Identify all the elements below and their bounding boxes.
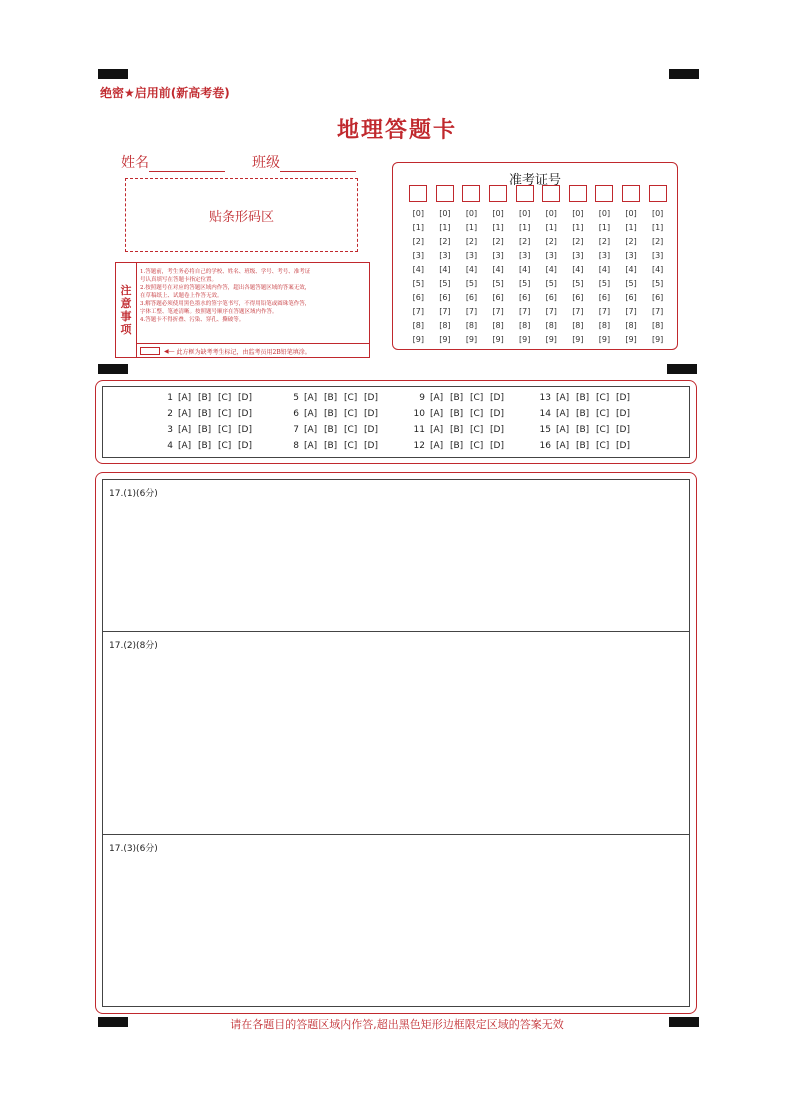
exam-number-bubble[interactable]: [1] xyxy=(465,223,478,232)
exam-number-bubble[interactable]: [3] xyxy=(598,251,611,260)
choice-bubble[interactable]: [C] xyxy=(344,393,358,403)
exam-number-bubble[interactable]: [2] xyxy=(412,237,424,246)
exam-number-bubble[interactable]: [1] xyxy=(439,223,451,232)
timing-marker xyxy=(98,69,128,79)
choice-question-row xyxy=(537,393,636,403)
choice-bubble[interactable]: [D] xyxy=(490,441,504,451)
choice-bubble[interactable]: [C] xyxy=(470,409,484,419)
answer-section xyxy=(95,472,697,1014)
choice-question-row xyxy=(159,409,258,419)
exam-number-bubble[interactable]: [8] xyxy=(465,321,478,330)
question-number: 7 xyxy=(293,425,299,435)
exam-number-bubble[interactable]: [3] xyxy=(519,251,531,260)
choice-bubble[interactable]: [C] xyxy=(218,425,232,435)
question-number: 16 xyxy=(539,441,551,451)
page-title: 地理答题卡 xyxy=(336,118,457,143)
choice-bubble[interactable]: [B] xyxy=(198,441,212,451)
choice-bubble[interactable]: [B] xyxy=(450,409,464,419)
exam-number-column xyxy=(432,185,459,347)
exam-number-column xyxy=(565,185,592,347)
exam-number-bubble[interactable]: [5] xyxy=(439,279,451,288)
exam-number-bubble[interactable]: [4] xyxy=(598,265,611,274)
exam-number-bubble[interactable]: [2] xyxy=(465,237,478,246)
exam-number-digit-box[interactable] xyxy=(622,185,640,202)
exam-number-column xyxy=(644,185,671,347)
choice-bubble[interactable]: [C] xyxy=(596,441,610,451)
class-field[interactable] xyxy=(252,152,356,172)
choice-bubble[interactable]: [C] xyxy=(344,441,358,451)
exam-number-bubble[interactable]: [8] xyxy=(545,321,557,330)
answer-area[interactable] xyxy=(103,480,689,632)
exam-number-bubble[interactable]: [5] xyxy=(545,279,557,288)
choice-bubble[interactable]: [D] xyxy=(490,425,504,435)
question-number: 9 xyxy=(419,393,425,403)
exam-number-column xyxy=(538,185,565,347)
exam-number-bubble[interactable]: [3] xyxy=(545,251,557,260)
exam-number-bubble[interactable]: [8] xyxy=(519,321,531,330)
exam-number-digit-box[interactable] xyxy=(569,185,587,202)
choice-bubble[interactable]: [B] xyxy=(576,393,590,403)
choice-question-row xyxy=(537,441,636,451)
exam-number-bubble[interactable]: [0] xyxy=(572,209,584,218)
exam-number-bubble[interactable]: [3] xyxy=(439,251,451,260)
choice-bubble[interactable]: [D] xyxy=(364,409,378,419)
class-underline[interactable] xyxy=(280,157,356,172)
exam-number-digit-box[interactable] xyxy=(649,185,667,202)
exam-number-bubble[interactable]: [6] xyxy=(412,293,424,302)
notes-line: 4.答题卡不得折叠、污染、穿孔、撕破等。 xyxy=(140,317,245,323)
exam-number-bubble[interactable]: [2] xyxy=(598,237,611,246)
exam-number-bubble[interactable]: [9] xyxy=(572,335,584,344)
timing-marker xyxy=(667,364,697,374)
notes-line: 2.按照题号在对应的答题区域内作答，超出各题答题区域的答案无效， xyxy=(140,285,311,291)
exam-number-column xyxy=(485,185,512,347)
choice-bubble[interactable]: [B] xyxy=(576,409,590,419)
exam-number-grid xyxy=(405,185,671,347)
exam-number-bubble[interactable]: [7] xyxy=(412,307,424,316)
choice-bubble[interactable]: [D] xyxy=(490,393,504,403)
exam-number-bubble[interactable]: [4] xyxy=(412,265,424,274)
exam-number-bubble[interactable]: [9] xyxy=(492,335,504,344)
name-label: 姓名 xyxy=(121,155,149,171)
exam-number-title: 准考证号 xyxy=(508,173,561,188)
choice-question-row xyxy=(285,425,384,435)
exam-number-bubble[interactable]: [2] xyxy=(545,237,557,246)
exam-number-bubble[interactable]: [5] xyxy=(519,279,531,288)
absent-mark-row xyxy=(136,343,369,358)
question-number: 15 xyxy=(539,425,551,435)
choice-bubble[interactable]: [C] xyxy=(218,441,232,451)
confidential-label: 绝密★启用前(新高考卷) xyxy=(100,86,230,100)
exam-number-bubble[interactable]: [7] xyxy=(545,307,557,316)
exam-number-bubble[interactable]: [7] xyxy=(651,307,664,316)
choice-bubble[interactable]: [D] xyxy=(238,425,252,435)
choice-bubble[interactable]: [D] xyxy=(616,409,630,419)
question-number: 4 xyxy=(167,441,173,451)
choice-bubble[interactable]: [C] xyxy=(344,425,358,435)
choice-bubble[interactable]: [B] xyxy=(576,441,590,451)
choice-bubble[interactable]: [A] xyxy=(304,441,318,451)
exam-number-digit-box[interactable] xyxy=(542,185,560,202)
exam-number-bubble[interactable]: [6] xyxy=(465,293,478,302)
exam-number-bubble[interactable]: [8] xyxy=(598,321,611,330)
exam-number-bubble[interactable]: [2] xyxy=(572,237,584,246)
exam-number-bubble[interactable]: [9] xyxy=(651,335,664,344)
exam-number-bubble[interactable]: [5] xyxy=(651,279,664,288)
barcode-area xyxy=(125,178,358,252)
exam-number-bubble[interactable]: [7] xyxy=(492,307,504,316)
notes-heading xyxy=(116,263,137,357)
barcode-label: 贴条形码区 xyxy=(208,209,274,225)
choice-bubble[interactable]: [D] xyxy=(364,441,378,451)
exam-number-bubble[interactable]: [0] xyxy=(545,209,557,218)
exam-number-bubble[interactable]: [2] xyxy=(492,237,504,246)
choice-bubble[interactable]: [C] xyxy=(218,409,232,419)
exam-number-bubble[interactable]: [1] xyxy=(651,223,664,232)
notes-heading-char: 项 xyxy=(120,323,132,336)
exam-number-bubble[interactable]: [8] xyxy=(492,321,504,330)
exam-number-bubble[interactable]: [2] xyxy=(439,237,451,246)
exam-number-bubble[interactable]: [7] xyxy=(625,307,637,316)
notes-box xyxy=(115,262,370,358)
choice-bubble[interactable]: [C] xyxy=(470,441,484,451)
choice-bubble[interactable]: [B] xyxy=(198,409,212,419)
exam-number-bubble[interactable]: [9] xyxy=(412,335,424,344)
choice-bubble[interactable]: [C] xyxy=(470,393,484,403)
exam-number-bubble[interactable]: [0] xyxy=(439,209,451,218)
exam-number-bubble[interactable]: [3] xyxy=(412,251,424,260)
notes-line: 1.答题前，考生务必将自己的学校、姓名、班级、学号、考号、准考证 xyxy=(140,269,311,275)
notes-line: 字体工整、笔迹清晰。按照题号顺序在答题区域内作答。 xyxy=(140,309,278,315)
exam-number-bubble[interactable]: [5] xyxy=(412,279,424,288)
exam-number-bubble[interactable]: [1] xyxy=(598,223,611,232)
choice-bubble[interactable]: [C] xyxy=(470,425,484,435)
choice-bubble[interactable]: [D] xyxy=(238,393,252,403)
exam-number-bubble[interactable]: [0] xyxy=(598,209,611,218)
exam-number-bubble[interactable]: [3] xyxy=(572,251,584,260)
notes-line: 号认真填写在答题卡指定位置。 xyxy=(140,277,218,283)
choice-bubble[interactable]: [D] xyxy=(616,393,630,403)
choice-bubble[interactable]: [A] xyxy=(304,393,318,403)
choice-bubble[interactable]: [A] xyxy=(178,393,192,403)
choice-bubble[interactable]: [C] xyxy=(596,425,610,435)
exam-number-digit-box[interactable] xyxy=(409,185,427,202)
arrow-left-icon: ◀— xyxy=(164,347,175,355)
choice-bubble[interactable]: [B] xyxy=(198,393,212,403)
answer-question-label: 17.(3)(6分) xyxy=(109,844,158,854)
exam-number-bubble[interactable]: [0] xyxy=(492,209,504,218)
exam-number-column xyxy=(405,185,432,347)
choice-bubble[interactable]: [A] xyxy=(178,425,192,435)
question-number: 8 xyxy=(293,441,299,451)
exam-number-bubble[interactable]: [6] xyxy=(492,293,504,302)
absent-mark-box[interactable] xyxy=(140,347,160,355)
choice-bubble[interactable]: [B] xyxy=(324,409,338,419)
exam-number-bubble[interactable]: [4] xyxy=(572,265,584,274)
choice-bubble[interactable]: [D] xyxy=(238,409,252,419)
question-number: 11 xyxy=(413,425,425,435)
exam-number-bubble[interactable]: [1] xyxy=(412,223,424,232)
exam-number-bubble[interactable]: [6] xyxy=(651,293,664,302)
choice-question-row xyxy=(411,409,510,419)
exam-number-digit-box[interactable] xyxy=(436,185,454,202)
exam-number-bubble[interactable]: [0] xyxy=(625,209,637,218)
notes-line: 3.解答题必须使用黑色墨水的签字笔书写，不得用铅笔或圆珠笔作答， xyxy=(140,301,311,307)
exam-number-bubble[interactable]: [9] xyxy=(519,335,531,344)
exam-number-bubble[interactable]: [2] xyxy=(651,237,664,246)
choice-bubble[interactable]: [B] xyxy=(450,441,464,451)
exam-number-bubble[interactable]: [1] xyxy=(545,223,557,232)
exam-number-bubble[interactable]: [5] xyxy=(572,279,584,288)
exam-number-bubble[interactable]: [1] xyxy=(519,223,531,232)
choice-bubble[interactable]: [B] xyxy=(450,425,464,435)
choice-grid xyxy=(102,386,690,458)
choice-bubble[interactable]: [A] xyxy=(430,441,444,451)
question-number: 1 xyxy=(167,393,173,403)
choice-question-row xyxy=(411,441,510,451)
choice-question-row xyxy=(159,425,258,435)
question-number: 3 xyxy=(167,425,173,435)
choice-bubble[interactable]: [A] xyxy=(430,393,444,403)
choice-bubble[interactable]: [A] xyxy=(304,409,318,419)
exam-number-bubble[interactable]: [8] xyxy=(572,321,584,330)
question-number: 6 xyxy=(293,409,299,419)
exam-number-digit-box[interactable] xyxy=(516,185,534,202)
exam-number-bubble[interactable]: [5] xyxy=(598,279,611,288)
answer-area[interactable] xyxy=(103,835,689,1008)
exam-number-bubble[interactable]: [6] xyxy=(625,293,637,302)
exam-number-bubble[interactable]: [4] xyxy=(492,265,504,274)
exam-number-bubble[interactable]: [8] xyxy=(651,321,664,330)
exam-number-bubble[interactable]: [4] xyxy=(519,265,531,274)
exam-number-bubble[interactable]: [1] xyxy=(625,223,637,232)
exam-number-column xyxy=(458,185,485,347)
choice-bubble[interactable]: [A] xyxy=(304,425,318,435)
choice-bubble[interactable]: [A] xyxy=(178,409,192,419)
exam-number-bubble[interactable]: [9] xyxy=(625,335,637,344)
choice-bubble[interactable]: [B] xyxy=(324,441,338,451)
choice-bubble[interactable]: [D] xyxy=(364,425,378,435)
choice-bubble[interactable]: [A] xyxy=(430,409,444,419)
choice-bubble[interactable]: [D] xyxy=(616,425,630,435)
class-label: 班级 xyxy=(252,155,280,171)
exam-number-column xyxy=(591,185,618,347)
exam-number-bubble[interactable]: [9] xyxy=(545,335,557,344)
notes-line: 在草稿纸上、试题卷上作答无效。 xyxy=(140,293,223,299)
choice-question-row xyxy=(159,393,258,403)
choice-bubble[interactable]: [A] xyxy=(556,409,570,419)
exam-number-digit-box[interactable] xyxy=(462,185,480,202)
exam-number-bubble[interactable]: [2] xyxy=(625,237,637,246)
exam-number-box xyxy=(392,162,678,350)
exam-number-bubble[interactable]: [9] xyxy=(598,335,611,344)
exam-number-bubble[interactable]: [8] xyxy=(439,321,451,330)
exam-number-bubble[interactable]: [5] xyxy=(625,279,637,288)
choice-bubble[interactable]: [A] xyxy=(556,441,570,451)
exam-number-bubble[interactable]: [3] xyxy=(651,251,664,260)
choice-bubble[interactable]: [A] xyxy=(556,393,570,403)
exam-number-bubble[interactable]: [4] xyxy=(439,265,451,274)
exam-number-bubble[interactable]: [7] xyxy=(598,307,611,316)
choice-bubble[interactable]: [C] xyxy=(344,409,358,419)
choice-bubble[interactable]: [D] xyxy=(490,409,504,419)
choice-bubble[interactable]: [D] xyxy=(238,441,252,451)
choice-bubble[interactable]: [B] xyxy=(324,393,338,403)
exam-number-bubble[interactable]: [6] xyxy=(519,293,531,302)
choice-bubble[interactable]: [C] xyxy=(218,393,232,403)
footer-note: 请在各题目的答题区域内作答,超出黑色矩形边框限定区域的答案无效 xyxy=(230,1018,564,1031)
exam-number-bubble[interactable]: [6] xyxy=(572,293,584,302)
exam-number-column xyxy=(511,185,538,347)
exam-number-bubble[interactable]: [7] xyxy=(572,307,584,316)
exam-number-bubble[interactable]: [7] xyxy=(439,307,451,316)
exam-number-bubble[interactable]: [1] xyxy=(572,223,584,232)
name-field[interactable] xyxy=(121,152,225,172)
exam-number-bubble[interactable]: [3] xyxy=(492,251,504,260)
notes-heading-char: 注 xyxy=(120,284,132,297)
notes-text xyxy=(140,268,366,324)
exam-number-bubble[interactable]: [8] xyxy=(625,321,637,330)
exam-number-bubble[interactable]: [2] xyxy=(519,237,531,246)
notes-heading-char: 意 xyxy=(120,297,132,310)
exam-number-bubble[interactable]: [1] xyxy=(492,223,504,232)
choice-question-row xyxy=(411,425,510,435)
choice-bubble[interactable]: [A] xyxy=(178,441,192,451)
answer-question-label: 17.(1)(6分) xyxy=(109,489,158,499)
notes-heading-char: 事 xyxy=(120,310,132,323)
answer-area[interactable] xyxy=(103,632,689,835)
exam-number-bubble[interactable]: [6] xyxy=(439,293,451,302)
exam-number-bubble[interactable]: [5] xyxy=(465,279,478,288)
exam-number-bubble[interactable]: [6] xyxy=(545,293,557,302)
choice-question-row xyxy=(411,393,510,403)
exam-number-bubble[interactable]: [8] xyxy=(412,321,424,330)
question-number: 10 xyxy=(413,409,425,419)
answer-question-label: 17.(2)(8分) xyxy=(109,641,158,651)
choice-bubble[interactable]: [A] xyxy=(430,425,444,435)
choice-question-row xyxy=(285,409,384,419)
choice-question-row xyxy=(537,409,636,419)
choice-question-row xyxy=(285,393,384,403)
choice-bubble[interactable]: [C] xyxy=(596,409,610,419)
exam-number-bubble[interactable]: [0] xyxy=(651,209,664,218)
choice-bubble[interactable]: [C] xyxy=(596,393,610,403)
exam-number-bubble[interactable]: [7] xyxy=(465,307,478,316)
absent-mark-note: 此方框为缺考考生标记，由监考员用2B铅笔填涂。 xyxy=(176,348,311,356)
question-number: 2 xyxy=(167,409,173,419)
exam-number-digit-box[interactable] xyxy=(489,185,507,202)
question-number: 14 xyxy=(539,409,551,419)
question-number: 5 xyxy=(293,393,299,403)
choice-bubble[interactable]: [B] xyxy=(450,393,464,403)
choice-bubble[interactable]: [A] xyxy=(556,425,570,435)
choice-bubble[interactable]: [D] xyxy=(616,441,630,451)
choice-bubble[interactable]: [B] xyxy=(198,425,212,435)
exam-number-bubble[interactable]: [0] xyxy=(519,209,531,218)
choice-bubble[interactable]: [B] xyxy=(324,425,338,435)
choice-question-row xyxy=(537,425,636,435)
choice-question-row xyxy=(285,441,384,451)
answer-grid xyxy=(102,479,690,1007)
exam-number-bubble[interactable]: [5] xyxy=(492,279,504,288)
exam-number-bubble[interactable]: [3] xyxy=(465,251,478,260)
exam-number-bubble[interactable]: [4] xyxy=(625,265,637,274)
exam-number-bubble[interactable]: [4] xyxy=(651,265,664,274)
exam-number-bubble[interactable]: [4] xyxy=(545,265,557,274)
exam-number-bubble[interactable]: [0] xyxy=(465,209,478,218)
exam-number-bubble[interactable]: [4] xyxy=(465,265,478,274)
exam-number-bubble[interactable]: [0] xyxy=(412,209,424,218)
timing-marker xyxy=(669,69,699,79)
name-underline[interactable] xyxy=(149,157,225,172)
exam-number-bubble[interactable]: [6] xyxy=(598,293,611,302)
exam-number-bubble[interactable]: [9] xyxy=(439,335,451,344)
choice-bubble[interactable]: [B] xyxy=(576,425,590,435)
question-number: 13 xyxy=(539,393,551,403)
timing-marker xyxy=(98,364,128,374)
exam-number-digit-box[interactable] xyxy=(595,185,613,202)
choice-bubble[interactable]: [D] xyxy=(364,393,378,403)
exam-number-bubble[interactable]: [9] xyxy=(465,335,478,344)
question-number: 12 xyxy=(413,441,425,451)
choice-question-row xyxy=(159,441,258,451)
exam-number-bubble[interactable]: [3] xyxy=(625,251,637,260)
exam-number-column xyxy=(618,185,645,347)
choice-section xyxy=(95,380,697,464)
exam-number-bubble[interactable]: [7] xyxy=(519,307,531,316)
